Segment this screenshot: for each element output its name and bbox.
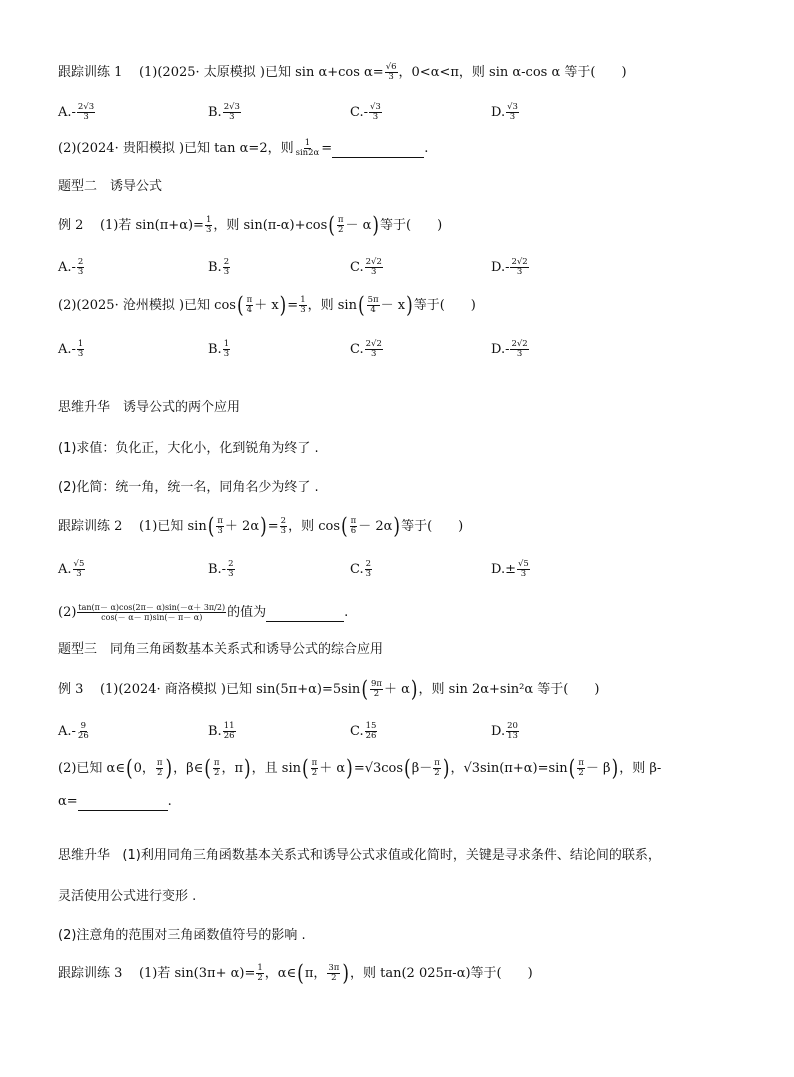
option-c: C. $\frac{2}{3}$ <box>350 559 372 579</box>
option-d: D.- $\frac{2√2}{3}$ <box>491 339 528 359</box>
practice-3-q1: 跟踪训练 3 (1)若 sin(3π+ α)= $\frac{1}{2}$ ，α∈(π， $\frac{3\pi}{2}$ )，则 tan(2 025π-α)等于( ) <box>58 960 533 987</box>
section-title-2: 题型二 诱导公式 <box>58 179 163 194</box>
option-b: B.- $\frac{2}{3}$ <box>208 559 234 579</box>
practice-1-q2: (2)(2024· 贵阳模拟 )已知 tan α=2，则 $\frac{1}{\sin 2\alpha}$ = . <box>58 138 429 158</box>
option-a: A.- $\frac{1}{3}$ <box>58 339 84 359</box>
option-d: D. $\frac{√3}{3}$ <box>491 102 518 122</box>
option-d: D.- $\frac{2√2}{3}$ <box>491 257 528 277</box>
option-a: A.- $\frac{2}{3}$ <box>58 257 84 277</box>
thinking-summary-heading: 思维升华 诱导公式的两个应用 <box>58 400 241 415</box>
example-3-q2: (2)已知 α∈(0， $\frac{\pi}{2}$ )，β∈( $\frac{\pi}{2}$ ，π)，且 sin( $\frac{\pi}{2}$ ＋ α)=√3cos(β－ $\frac{\pi}{2}$ )，√3sin(π+α)=sin( $\frac{\pi}{2}$ － β)，则 β- <box>58 755 662 782</box>
option-c: C. $\frac{2√2}{3}$ <box>350 257 382 277</box>
option-b: B. $\frac{2√3}{3}$ <box>208 102 240 122</box>
option-b: B. $\frac{11}{26}$ <box>208 721 235 741</box>
example-3-q1: 例 3 (1)(2024· 商洛模拟 )已知 sin(5π+α)=5sin( $\frac{9\pi}{2}$ ＋ α)，则 sin 2α+sin²α 等于( ) <box>58 676 600 703</box>
fraction: $\frac{√6}{3}$ <box>385 62 397 82</box>
practice-2-q1: 跟踪训练 2 (1)已知 sin( $\frac{\pi}{3}$ ＋ 2α)= $\frac{2}{3}$ ，则 cos( $\frac{\pi}{6}$ － 2α)等于( ) <box>58 513 464 540</box>
thinking-summary-line: (2)注意角的范围对三角函数值符号的影响 . <box>58 928 306 943</box>
section-title-3: 题型三 同角三角函数基本关系式和诱导公式的综合应用 <box>58 642 384 657</box>
practice-1-q1: 跟踪训练 1 (1)(2025· 太原模拟 )已知 sin α+cos α= $\frac{√6}{3}$ ，0<α<π，则 sin α-cos α 等于( ) <box>58 62 627 82</box>
practice-2-q2: (2) $\frac{\tan(\pi- \alpha)\cos(2\pi- \alpha)\sin(-\alpha+ 3\pi/2)}{\cos(- \alpha- \pi)\sin(- \pi- \alpha)}$ 的值为 . <box>58 603 349 622</box>
thinking-summary-line: 灵活使用公式进行变形 . <box>58 889 197 904</box>
example-3-q2-cont: α= . <box>58 794 172 809</box>
option-b: B. $\frac{1}{3}$ <box>208 339 230 359</box>
example-2-q1: 例 2 (1)若 sin(π+α)= $\frac{1}{3}$ ，则 sin(π-α)+cos( $\frac{\pi}{2}$ － α)等于( ) <box>58 212 443 239</box>
option-d: D.± $\frac{√5}{3}$ <box>491 559 529 579</box>
option-c: C.- $\frac{√3}{3}$ <box>350 102 381 122</box>
thinking-summary-line: (1)求值：负化正，大化小，化到锐角为终了 . <box>58 441 319 456</box>
option-d: D. $\frac{20}{13}$ <box>491 721 518 741</box>
answer-blank[interactable] <box>78 796 168 811</box>
option-c: C. $\frac{2√2}{3}$ <box>350 339 382 359</box>
thinking-summary-2: 思维升华 (1)利用同角三角函数基本关系式和诱导公式求值或化简时，关键是寻求条件、结论间的联系， <box>58 848 661 863</box>
answer-blank[interactable] <box>266 607 344 622</box>
option-a: A. $\frac{√5}{3}$ <box>58 559 85 579</box>
example-2-q2: (2)(2025· 沧州模拟 )已知 cos( $\frac{\pi}{4}$ ＋ x)= $\frac{1}{3}$ ，则 sin( $\frac{5\pi}{4}$ － x)等于( ) <box>58 292 476 319</box>
thinking-summary-line: (2)化简：统一角，统一名，同角名少为终了 . <box>58 480 319 495</box>
answer-blank[interactable] <box>332 143 424 158</box>
option-c: C. $\frac{15}{26}$ <box>350 721 377 741</box>
option-a: A.- $\frac{2√3}{3}$ <box>58 102 95 122</box>
option-a: A.- $\frac{9}{26}$ <box>58 721 89 741</box>
option-b: B. $\frac{2}{3}$ <box>208 257 230 277</box>
